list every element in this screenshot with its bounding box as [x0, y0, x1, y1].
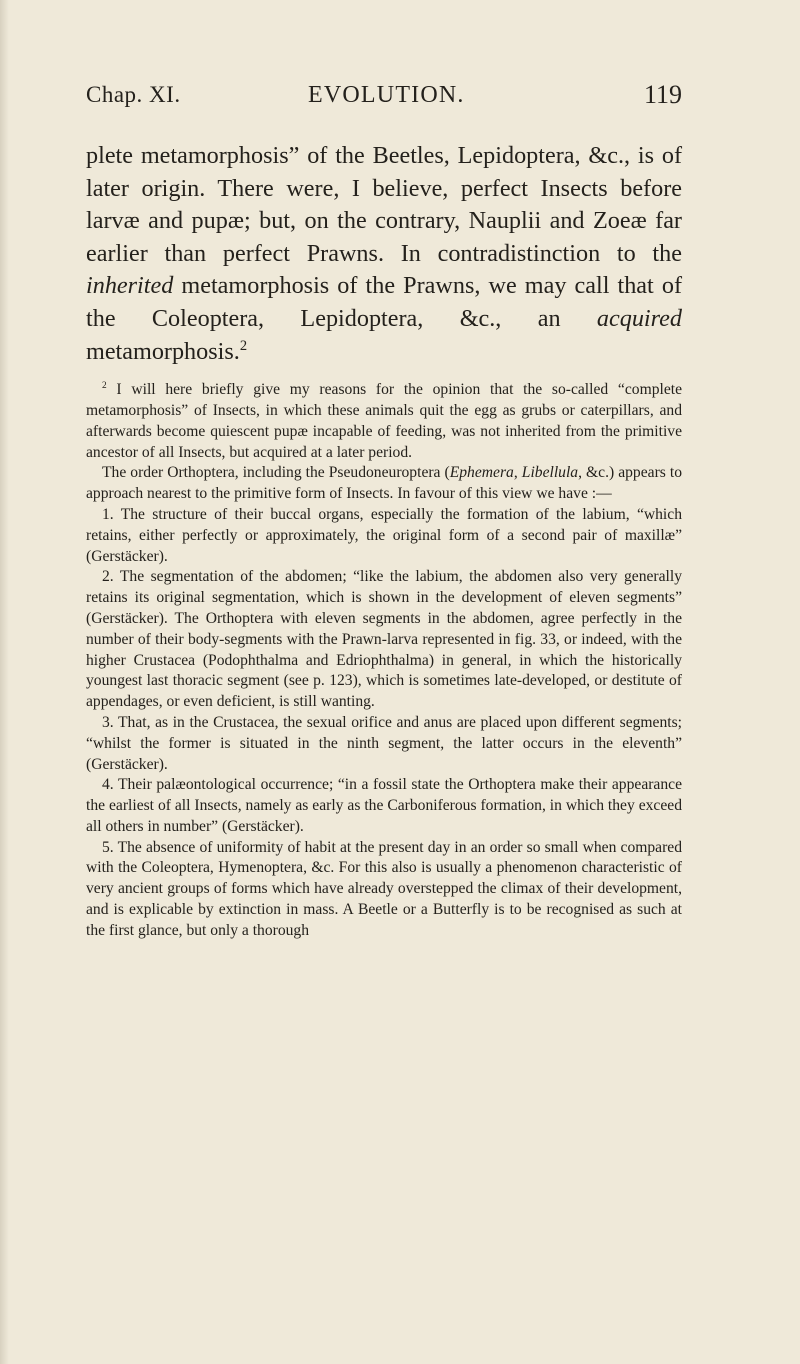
- emphasis-inherited: inherited: [86, 272, 174, 300]
- running-header: [86, 80, 682, 118]
- footnote-reference: 2: [239, 337, 248, 354]
- main-text-1: plete metamorphosis” of the Beetles, Lepidoptera, &c., is of later origin. There were, I believe, perfect Insects before larvæ and pupæ; but, on the contrary, Nauplii and Zoeæ far earlier than perfect Prawns. In contradistinction to the: [86, 142, 682, 267]
- footnote-text: , &c.) appears to approach nearest to the primitive form of Insects. In favour of this view we have :—: [86, 464, 683, 503]
- footnote-item-4: 4. Their palæontological occurrence; “in a fossil state the Orthoptera make their appearance the earliest of all Insects, namely as early as the Carboniferous formation, in which they exceed all others in number” (Gerstäcker).: [86, 776, 682, 835]
- footnote-intro: [86, 380, 682, 463]
- footnote-text: The order Orthoptera, including the Pseudoneuroptera (: [102, 464, 450, 482]
- footnote-paragraph-orthoptera: [86, 463, 682, 505]
- footnote-item-5: 5. The absence of uniformity of habit at the present day in an order so small when compared with the Coleoptera, Hymenoptera, &c. For this also is usually a phenomenon characteristic of very ancient groups of forms which have already overstepped the climax of their development, and is explicable by extinction in mass. A Beetle or a Butterfly is to be recognised as such at the first glance, but only a thorough: [86, 838, 682, 939]
- footnote-separator: ,: [513, 464, 522, 482]
- footnote-item-2: 2. The segmentation of the abdomen; “like the labium, the abdomen also very generally retains its original segmentation, which is shown in the development of eleven segments” (Gerstäcker). The Orthoptera with eleven segments in the abdomen, agree perfectly in the number of their body-segments with the Prawn-larva represented in fig. 33, or indeed, with the higher Crustacea (Podophthalma and Edriophthalma) in general, in which the historically youngest last thoracic segment (see p. 123), which is sometimes late-developed, or destitute of appendages, or even deficient, is still wanting.: [86, 568, 682, 711]
- main-paragraph: [86, 140, 682, 368]
- page-body: [86, 140, 682, 942]
- running-title: EVOLUTION.: [308, 82, 465, 108]
- emphasis-ephemera: Ephemera: [449, 464, 514, 482]
- footnote-marker: 2: [102, 380, 107, 391]
- footnote-intro-text: I will here briefly give my reasons for the opinion that the so-called “complete metamorphosis” of Insects, in which these animals quit the egg as grubs or caterpillars, and afterwards become quiescent pupæ incapable of feeding, was not inherited from the primitive ancestor of all Insects, but acquired at a later period.: [86, 381, 682, 461]
- emphasis-libellula: Libellula: [521, 464, 579, 482]
- page-number: 119: [643, 80, 682, 109]
- emphasis-acquired: acquired: [596, 304, 682, 332]
- chapter-label: Chap. XI.: [86, 82, 181, 107]
- page-edge-shadow: [0, 0, 9, 1364]
- footnote-item-3: 3. That, as in the Crustacea, the sexual orifice and anus are placed upon different segments; “whilst the former is situated in the ninth segment, the latter occurs in the eleventh” (Gerstäcker).: [86, 713, 682, 773]
- main-text-3: metamorphosis.: [86, 337, 240, 365]
- footnote-item-1: 1. The structure of their buccal organs, especially the formation of the labium, “which retains, either perfectly or approximately, the original form of a second pair of maxillæ” (Gerstäcker).: [86, 505, 682, 565]
- main-text-2: metamorphosis of the Prawns, we may call that of the Coleoptera, Lepidoptera, &c., an: [86, 272, 682, 332]
